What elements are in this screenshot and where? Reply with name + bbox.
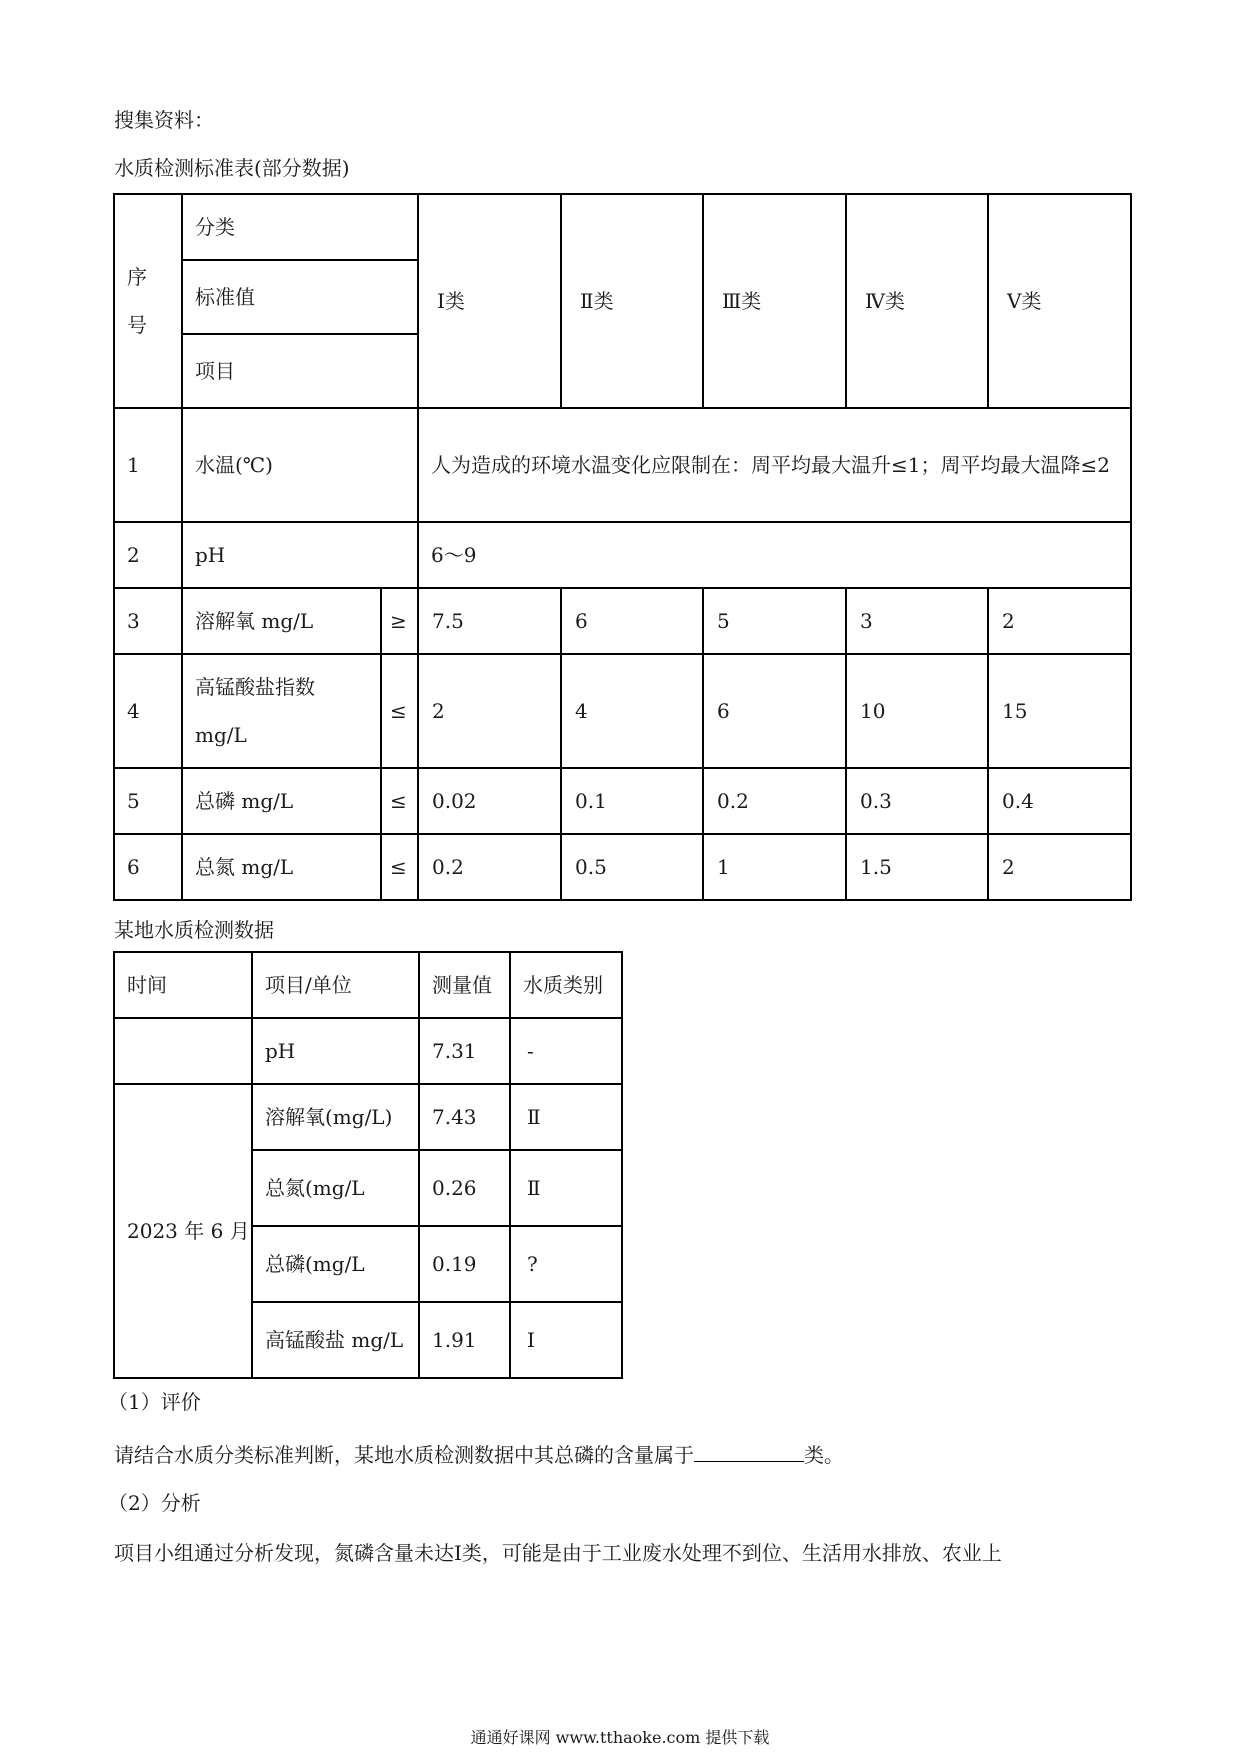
row-class: Ⅱ xyxy=(510,1150,622,1226)
header-time: 时间 xyxy=(114,952,252,1018)
row-value: 0.26 xyxy=(419,1150,510,1226)
row-item: 总磷(mg/L xyxy=(252,1226,419,1302)
time-cell-empty xyxy=(114,1018,252,1084)
row-operator: ≤ xyxy=(381,654,418,768)
row-item: 高锰酸盐 mg/L xyxy=(252,1302,419,1378)
table-row xyxy=(114,522,1131,588)
row-item: 水温(℃) xyxy=(182,408,418,522)
row-value: 10 xyxy=(846,654,988,768)
row-value: 0.19 xyxy=(419,1226,510,1302)
class-header-2: Ⅱ类 xyxy=(561,194,703,408)
time-cell: 2023 年 6 月 xyxy=(114,1084,252,1378)
row-value: 4 xyxy=(561,654,703,768)
row-class: Ⅰ xyxy=(510,1302,622,1378)
table-row xyxy=(114,768,1131,834)
footer-watermark: 通通好课网 www.tthaoke.com 提供下载 xyxy=(470,1728,770,1747)
item-header: 项目 xyxy=(182,334,418,408)
question-1-label: （1）评价 xyxy=(108,1390,201,1414)
table-row xyxy=(114,1084,622,1150)
intro-text: 搜集资料： xyxy=(114,108,214,132)
table-row xyxy=(114,1018,622,1084)
class-header-5: Ⅴ类 xyxy=(988,194,1131,408)
row-seq: 5 xyxy=(114,768,182,834)
table-row xyxy=(114,834,1131,900)
row-value: 6 xyxy=(703,654,846,768)
question-1-text xyxy=(114,1439,844,1469)
row-value: 1 xyxy=(703,834,846,900)
row-item: pH xyxy=(252,1018,419,1084)
row-value: 7.31 xyxy=(419,1018,510,1084)
row-class: - xyxy=(510,1018,622,1084)
row-item: pH xyxy=(182,522,418,588)
row-value: 0.4 xyxy=(988,768,1131,834)
row-seq: 3 xyxy=(114,588,182,654)
row-value: 0.2 xyxy=(703,768,846,834)
question-1-text-before: 请结合水质分类标准判断，某地水质检测数据中其总磷的含量属于 xyxy=(114,1443,694,1467)
row-item: 高锰酸盐指数 mg/L xyxy=(182,654,381,768)
local-table-caption: 某地水质检测数据 xyxy=(114,918,274,942)
row-operator: ≤ xyxy=(381,768,418,834)
row-value: 6 xyxy=(561,588,703,654)
standard-table xyxy=(113,193,1132,901)
table-row xyxy=(114,588,1131,654)
row-note: 6～9 xyxy=(418,522,1131,588)
table-row xyxy=(114,408,1131,522)
question-1-text-after: 类。 xyxy=(804,1443,844,1467)
row-operator: ≤ xyxy=(381,834,418,900)
row-item: 溶解氧(mg/L) xyxy=(252,1084,419,1150)
row-item: 总氮 mg/L xyxy=(182,834,381,900)
header-item-unit: 项目/单位 xyxy=(252,952,419,1018)
row-value: 7.5 xyxy=(418,588,561,654)
row-item: 总磷 mg/L xyxy=(182,768,381,834)
header-water-class: 水质类别 xyxy=(510,952,622,1018)
row-value: 0.02 xyxy=(418,768,561,834)
row-value: 0.5 xyxy=(561,834,703,900)
question-2-label: （2）分析 xyxy=(108,1491,201,1515)
row-item: 溶解氧 mg/L xyxy=(182,588,381,654)
row-value: 0.3 xyxy=(846,768,988,834)
row-value: 5 xyxy=(703,588,846,654)
class-header-4: Ⅳ类 xyxy=(846,194,988,408)
row-value: 15 xyxy=(988,654,1131,768)
row-seq: 1 xyxy=(114,408,182,522)
row-operator: ≥ xyxy=(381,588,418,654)
row-seq: 2 xyxy=(114,522,182,588)
row-value: 2 xyxy=(988,834,1131,900)
row-value: 1.5 xyxy=(846,834,988,900)
row-value: 7.43 xyxy=(419,1084,510,1150)
row-note: 人为造成的环境水温变化应限制在：周平均最大温升≤1；周平均最大温降≤2 xyxy=(418,408,1131,522)
standard-table-caption: 水质检测标准表(部分数据) xyxy=(114,156,350,180)
row-value: 2 xyxy=(418,654,561,768)
row-value: 0.1 xyxy=(561,768,703,834)
header-measured-value: 测量值 xyxy=(419,952,510,1018)
row-class: ? xyxy=(510,1226,622,1302)
class-header-3: Ⅲ类 xyxy=(703,194,846,408)
row-value: 2 xyxy=(988,588,1131,654)
answer-blank[interactable] xyxy=(694,1439,804,1462)
row-value: 3 xyxy=(846,588,988,654)
seq-header-label: 序 号 xyxy=(127,265,147,337)
category-header: 分类 xyxy=(182,194,418,260)
seq-header xyxy=(114,194,182,408)
row-seq: 6 xyxy=(114,834,182,900)
row-class: Ⅱ xyxy=(510,1084,622,1150)
row-seq: 4 xyxy=(114,654,182,768)
question-2-text: 项目小组通过分析发现，氮磷含量未达Ⅰ类，可能是由于工业废水处理不到位、生活用水排放、农业上 xyxy=(114,1541,1002,1565)
standard-value-header: 标准值 xyxy=(182,260,418,334)
row-item: 总氮(mg/L xyxy=(252,1150,419,1226)
table-row xyxy=(114,654,1131,768)
local-data-table xyxy=(113,951,623,1379)
class-header-1: Ⅰ类 xyxy=(418,194,561,408)
row-value: 0.2 xyxy=(418,834,561,900)
row-value: 1.91 xyxy=(419,1302,510,1378)
